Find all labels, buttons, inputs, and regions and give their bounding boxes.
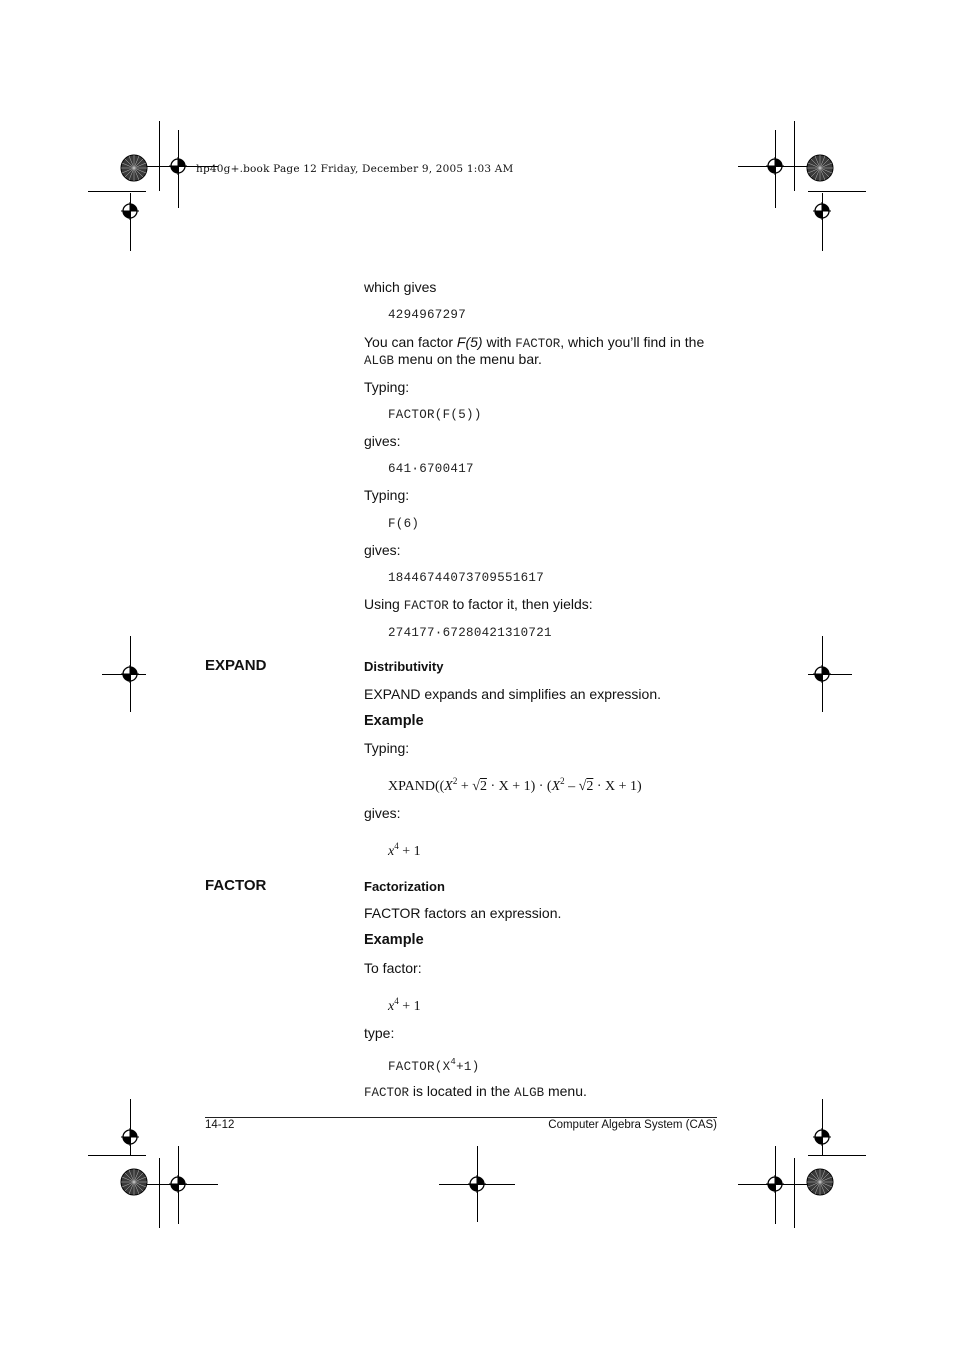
factor-subheading: Factorization — [364, 879, 445, 894]
page-number: 14-12 — [205, 1119, 235, 1131]
registration-target-icon — [169, 1175, 187, 1193]
gives-label: gives: — [364, 805, 401, 821]
expand-heading: EXPAND — [205, 657, 267, 674]
registration-target-icon — [121, 1128, 139, 1146]
factor-paragraph-line2: ALGB menu on the menu bar. — [364, 351, 542, 368]
factor-code: $FACTOR(X^4+1)$ — [388, 1057, 480, 1074]
print-header-stamp: hp40g+.book Page 12 Friday, December 9, 2005 1:03 AM — [196, 163, 514, 175]
factor-expression: $x^4 + 1$ — [388, 996, 421, 1014]
which-gives-text: which gives — [364, 279, 437, 295]
expand-subheading: Distributivity — [364, 659, 444, 674]
expand-description: EXPAND expands and simplifies an expression. — [364, 686, 662, 702]
registration-target-icon — [169, 157, 187, 175]
result-value: 4294967297 — [388, 308, 467, 322]
starburst-icon — [120, 1168, 148, 1196]
factor-heading: FACTOR — [205, 877, 267, 894]
starburst-icon — [806, 1168, 834, 1196]
type-label: type: — [364, 1025, 395, 1041]
to-factor-label: To factor: — [364, 960, 422, 976]
using-factor-text: Using FACTOR to factor it, then yields: — [364, 596, 593, 613]
registration-target-icon — [766, 1175, 784, 1193]
code-example: FACTOR(F(5)) — [388, 408, 482, 422]
registration-target-icon — [766, 157, 784, 175]
registration-target-icon — [121, 202, 139, 220]
registration-target-icon — [121, 665, 139, 683]
factor-example-label: Example — [364, 932, 424, 948]
chapter-title: Computer Algebra System (CAS) — [548, 1119, 717, 1131]
gives-label: gives: — [364, 542, 401, 558]
footer-rule — [205, 1117, 717, 1118]
starburst-icon — [806, 154, 834, 182]
starburst-icon — [120, 154, 148, 182]
registration-target-icon — [813, 665, 831, 683]
typing-label: Typing: — [364, 740, 410, 756]
result-value: 641·6700417 — [388, 462, 474, 476]
registration-target-icon — [468, 1175, 486, 1193]
code-example: F(6) — [388, 517, 420, 531]
factor-location-text: FACTOR is located in the ALGB menu. — [364, 1083, 587, 1100]
registration-target-icon — [813, 202, 831, 220]
gives-label: gives: — [364, 433, 401, 449]
typing-label: Typing: — [364, 487, 410, 503]
factor-paragraph-line1: You can factor F(5) with FACTOR, which you’ll find in the — [364, 334, 705, 351]
typing-label: Typing: — [364, 379, 410, 395]
result-value: 18446744073709551617 — [388, 571, 545, 585]
factor-description: FACTOR factors an expression. — [364, 905, 562, 921]
expand-example-label: Example — [364, 713, 424, 729]
expand-result: $x^4 + 1$ — [388, 841, 421, 859]
registration-target-icon — [813, 1128, 831, 1146]
result-value: 274177·67280421310721 — [388, 626, 552, 640]
expand-formula: $XPAND((X^2 + √2 \cdot X + 1) \cdot (X^2 - √2 \cdot X + 1)$ — [388, 776, 642, 794]
